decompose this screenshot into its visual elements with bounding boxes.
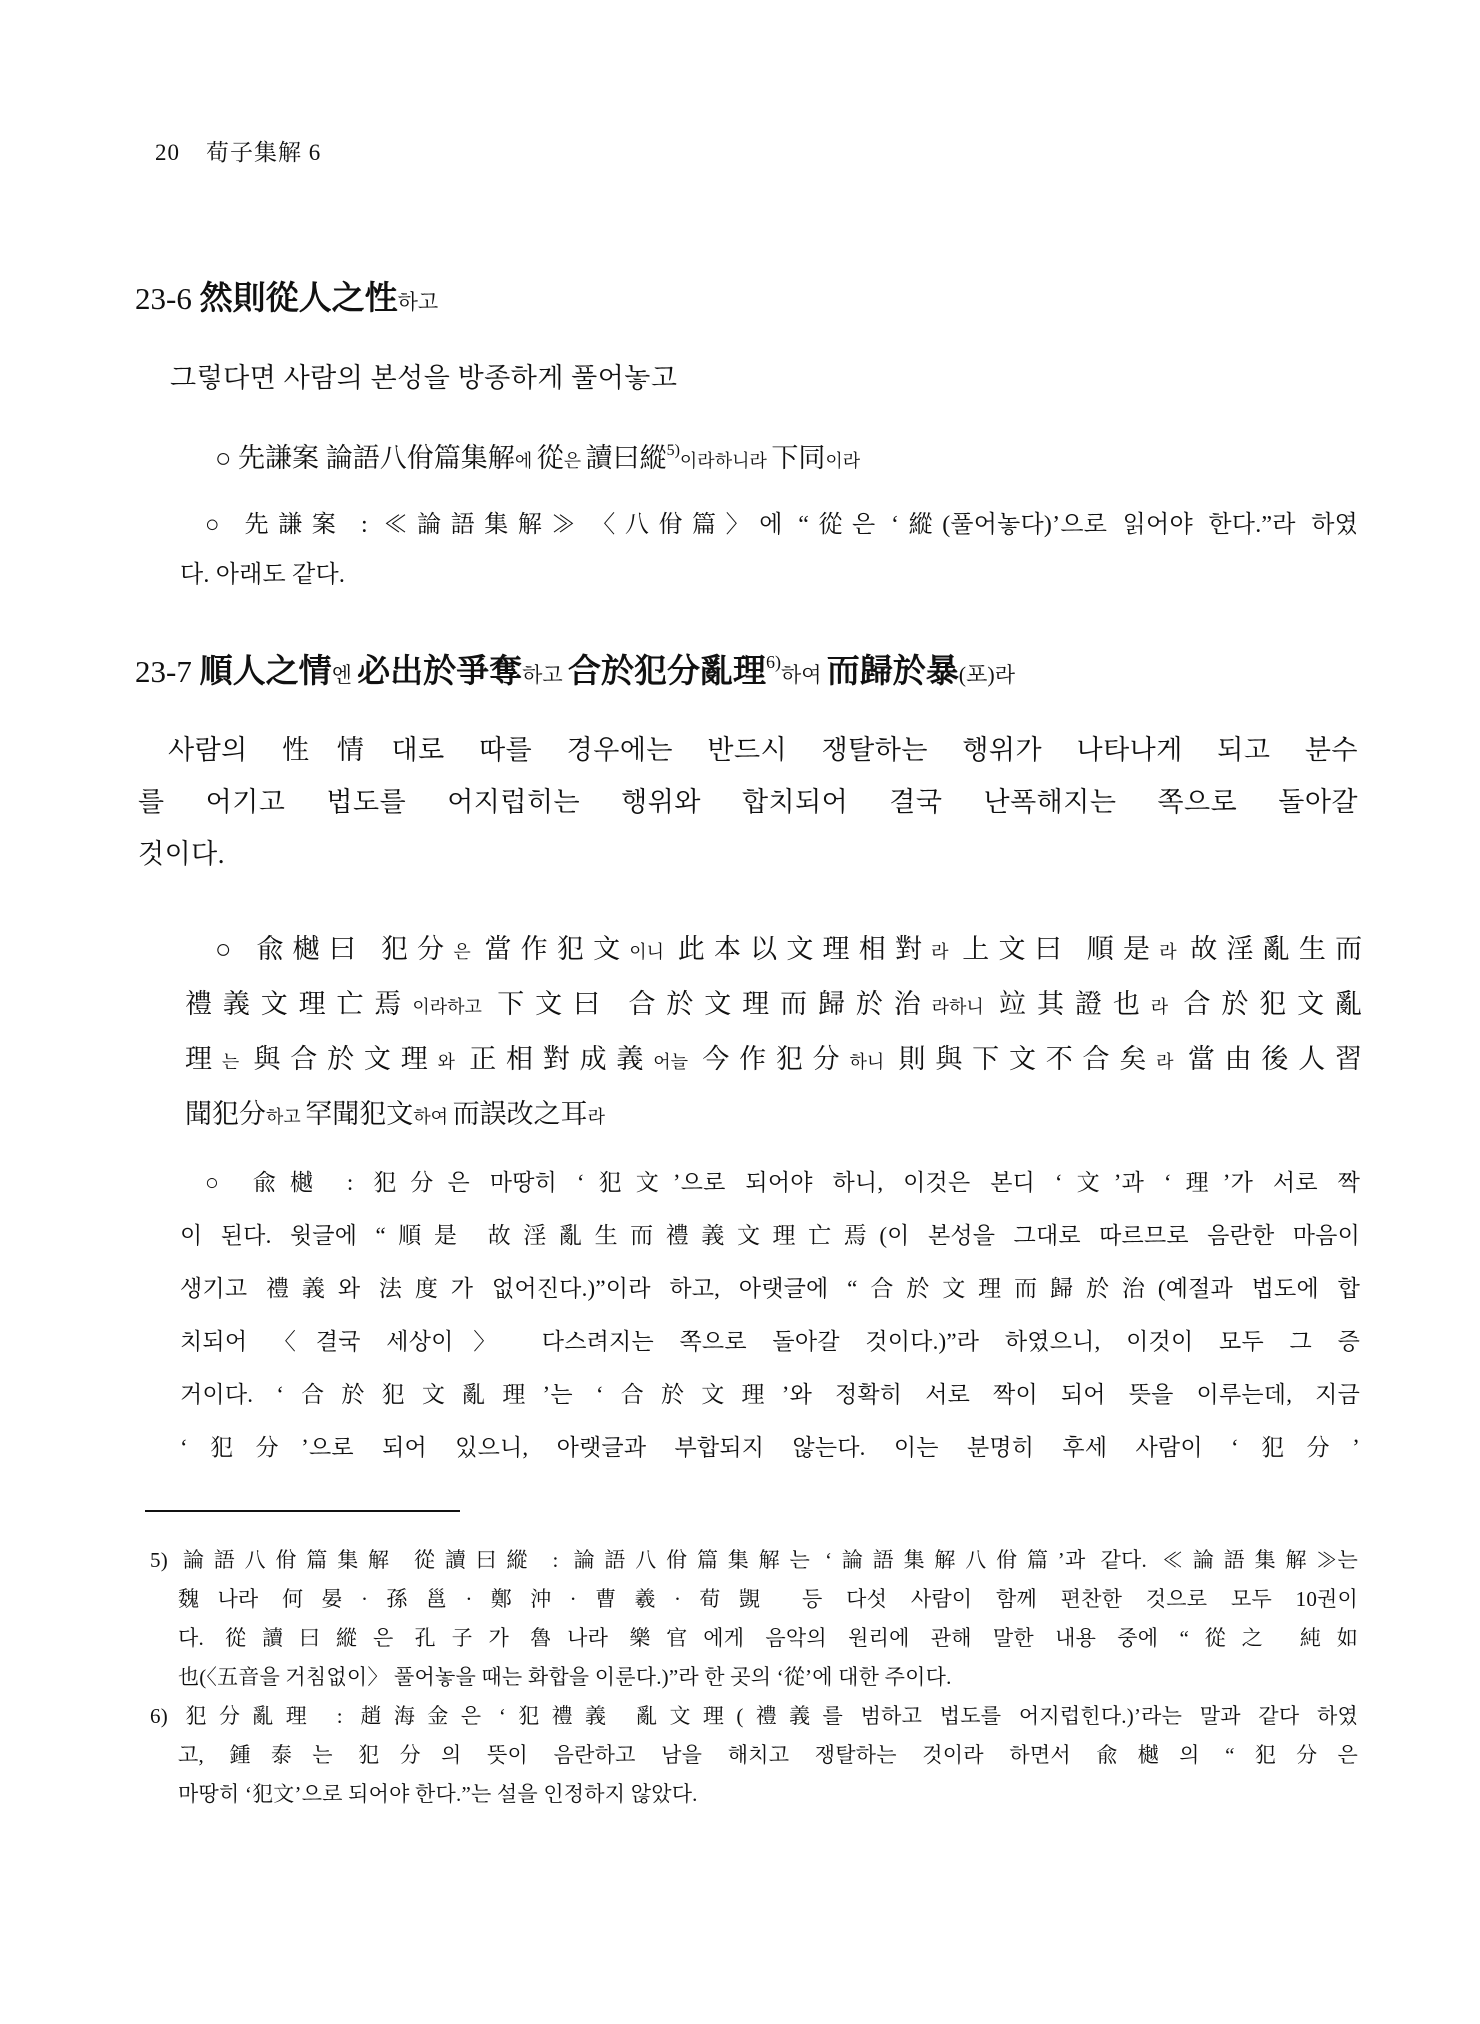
translation-23-7	[138, 724, 1358, 880]
hanmun-note-23-6	[185, 425, 1358, 477]
hanmun-commentary-line	[185, 977, 1362, 1032]
translation-line: 를 어기고 법도를 어지럽히는 행위와 합치되어 결국 난폭해지는 쪽으로 돌아갈	[138, 787, 1358, 817]
text-segment: 라	[1159, 942, 1191, 962]
translation-line: 그렇다면 사람의 본성을 방종하게 풀어놓고	[170, 363, 678, 393]
text-segment: 理	[185, 1044, 222, 1074]
text-segment: 下文曰 合於文理而歸於治	[497, 989, 932, 1019]
footnote-line: 6) 犯分亂理 : 趙海金은 ‘犯禮義 亂文理(禮義를 범하고 법도를 어지럽힌다.)’라는 말과 같다 하였	[150, 1704, 1358, 1728]
translation-line: 사람의 性情대로 따를 경우에는 반드시 쟁탈하는 행위가 나타나게 되고 분수	[168, 735, 1358, 765]
translation-23-6	[138, 352, 1358, 404]
text-segment: ○ 先謙案 論語八佾篇集解	[215, 443, 515, 473]
text-segment: 故淫亂生而	[1190, 934, 1363, 964]
text-segment: 이라하고	[412, 997, 498, 1017]
korean-commentary-line: 치되어 〈결국 세상이〉 다스려지는 쪽으로 돌아갈 것이다.)”라 하였으니, 이것이 모두 그 증	[180, 1329, 1360, 1354]
footnote-separator	[145, 1510, 460, 1512]
hanmun-commentary-line	[185, 1087, 1362, 1142]
korean-commentary-line: 이 된다. 윗글에 “順是 故淫亂生而禮義文理亡焉(이 본성을 그대로 따르므로 음란한 마음이	[180, 1223, 1360, 1248]
footnote-ref: 6)	[765, 652, 781, 672]
section-heading-23-7	[135, 645, 1015, 692]
text-segment: 禮義文理亡焉	[185, 989, 413, 1019]
text-segment: 罕聞犯文	[305, 1099, 414, 1129]
text-segment: 正相對成義	[469, 1044, 654, 1074]
text-segment: 라	[1156, 1052, 1188, 1072]
text-segment: 하고	[266, 1107, 306, 1127]
text-segment: 라하니	[931, 997, 1000, 1017]
footnote-line: 也(〈五音을 거침없이〉 풀어놓을 때는 화합을 이룬다.)”라 한 곳의 ‘從’에 대한 주이다.	[178, 1665, 952, 1689]
text-segment: 엔	[331, 663, 358, 687]
text-segment: 合於犯文亂	[1183, 989, 1363, 1019]
korean-commentary-line: ‘犯分’으로 되어 있으니, 아랫글과 부합되지 않는다. 이는 분명히 후세 사람이 ‘犯分’	[180, 1435, 1360, 1460]
hanmun-commentary-line	[215, 922, 1362, 977]
footnote-line: 마땅히 ‘犯文’으로 되어야 한다.”는 설을 인정하지 않았다.	[178, 1782, 698, 1806]
korean-commentary-line: ○ 兪樾 : 犯分은 마땅히 ‘犯文’으로 되어야 하니, 이것은 본디 ‘文’과 ‘理’가 서로 짝	[205, 1170, 1360, 1195]
footnote-line: 5) 論語八佾篇集解 從讀曰縱 : 論語八佾篇集解는 ‘論語集解八佾篇’과 같다. ≪論語集解≫는	[150, 1548, 1358, 1572]
text-segment: 而誤改之耳	[452, 1099, 588, 1129]
text-segment: 하니	[849, 1052, 899, 1072]
text-segment: 이니	[629, 942, 678, 962]
text-segment: 라	[931, 942, 963, 962]
footnote-line: 고, 鍾泰는 犯分의 뜻이 음란하고 남을 해치고 쟁탈하는 것이라 하면서 兪樾의 “犯分은	[178, 1743, 1358, 1767]
hanmun-commentary-line	[185, 1032, 1362, 1087]
text-segment: 은	[563, 451, 586, 471]
text-segment: 今作犯分	[702, 1044, 850, 1074]
text-segment: 하여	[413, 1107, 453, 1127]
text-segment: 23-6	[135, 281, 200, 316]
korean-note-line: 다. 아래도 같다.	[180, 562, 346, 588]
text-segment: 은	[453, 942, 485, 962]
page-header	[155, 134, 321, 167]
text-segment: 當由後人習	[1187, 1044, 1363, 1074]
text-segment: 讀曰縱	[585, 443, 667, 473]
text-segment: 하여	[780, 663, 827, 687]
text-segment: 則與下文不合矣	[898, 1044, 1157, 1074]
text-segment: 하고	[397, 290, 439, 314]
korean-commentary-line: 생기고 禮義와 法度가 없어진다.)”이라 하고, 아랫글에 “合於文理而歸於治(예절과 법도에 합	[180, 1276, 1360, 1301]
text-segment: 從	[536, 443, 564, 473]
text-segment: 이라	[825, 451, 861, 471]
text-segment: 竝其證也	[999, 989, 1151, 1019]
footnote-5	[150, 1541, 1358, 1697]
page-number: 20	[155, 140, 180, 165]
text-segment: 順人之情	[199, 654, 332, 690]
text-segment: 라	[994, 663, 1015, 687]
text-segment: 에	[514, 451, 537, 471]
text-segment: 必出於爭奪	[357, 654, 523, 690]
translation-line: 것이다.	[138, 839, 225, 869]
text-segment: 下同	[771, 443, 826, 473]
text-segment: 合於犯分亂理	[567, 654, 766, 690]
text-segment: 當作犯文	[484, 934, 630, 964]
text-segment: 與合於文理	[253, 1044, 438, 1074]
korean-note-23-6	[180, 500, 1358, 600]
text-segment: 라	[587, 1107, 605, 1127]
korean-commentary-yuyue	[180, 1156, 1360, 1474]
text-segment: 라	[1150, 997, 1184, 1017]
text-segment: 聞犯分	[185, 1099, 266, 1129]
text-segment: 上文曰 順是	[962, 934, 1160, 964]
hanmun-commentary-yuyue	[185, 922, 1362, 1142]
korean-note-line: ○ 先謙案 : ≪論語集解≫ 〈八佾篇〉에 “從은 ‘縱(풀어놓다)’으로 읽어야 한다.”라 하였	[205, 512, 1358, 538]
text-segment: 는	[221, 1052, 254, 1072]
text-segment: 와	[437, 1052, 470, 1072]
footnote-line: 다. 從讀曰縱은 孔子가 魯나라 樂官에게 음악의 원리에 관해 말한 내용 중에 “從之 純如	[178, 1626, 1358, 1650]
text-segment: 어늘	[653, 1052, 703, 1072]
text-segment: 23-7	[135, 654, 200, 689]
hanmun-note-line	[215, 425, 1358, 477]
text-segment: 而歸於暴	[826, 654, 959, 690]
text-segment: ○ 兪樾曰 犯分	[215, 934, 454, 964]
footnote-ref: 5)	[666, 442, 680, 459]
footnote-6	[150, 1697, 1358, 1814]
footnote-line: 魏나라 何晏·孫邕·鄭沖·曹羲·荀覬 등 다섯 사람이 함께 편찬한 것으로 모두 10권이	[178, 1587, 1358, 1611]
book-title: 荀子集解 6	[206, 140, 322, 165]
text-segment: 此本以文理相對	[677, 934, 932, 964]
text-segment: 然則從人之性	[199, 281, 398, 317]
text-segment: 하고	[522, 663, 568, 687]
text-segment: 이라하니라	[679, 451, 772, 471]
text-segment: (포)	[958, 662, 995, 687]
section-heading-23-6	[135, 272, 438, 319]
korean-commentary-line: 거이다. ‘合於犯文亂理’는 ‘合於文理’와 정확히 서로 짝이 되어 뜻을 이루는데, 지금	[180, 1382, 1360, 1407]
